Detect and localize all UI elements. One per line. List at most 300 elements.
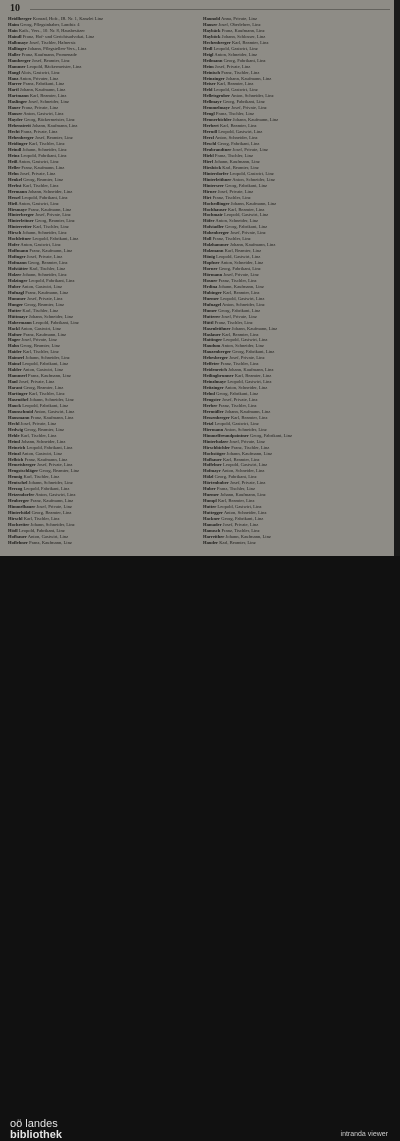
- entry-surname: Hrdina: [203, 283, 218, 289]
- left-column: [8, 16, 194, 550]
- entry-details: Leopold, Gastwirt, Linz: [220, 295, 265, 301]
- entry-surname: Heffeter: [203, 361, 220, 367]
- entry-details: Johann, Schneider, Linz: [28, 188, 73, 194]
- entry-surname: Hoffmann: [8, 248, 29, 254]
- entry-surname: Hauser: [203, 21, 218, 27]
- entry-details: Anna, Private, Linz: [221, 16, 257, 21]
- entry-surname: Hayder: [8, 117, 23, 123]
- entry-surname: Hufnagl: [8, 289, 25, 295]
- entry-details: Georg, Beamter, Linz: [39, 468, 80, 474]
- entry-surname: Haunold: [203, 16, 221, 21]
- entry-details: Anton, Schneider, Linz: [224, 426, 267, 432]
- entry-details: Karl, Beamter, Linz: [230, 414, 268, 420]
- entry-surname: Hinterhölzl: [8, 510, 31, 516]
- entry-details: Josef, Private, Linz: [230, 230, 266, 236]
- entry-details: Josef, Private, Linz: [36, 462, 73, 468]
- entry-details: Anton, Gastwirt, Linz: [18, 158, 59, 164]
- entry-details: Franz, Kaufmann, Promenade: [21, 51, 77, 57]
- entry-details: Leopold, Gastwirt, Linz: [227, 379, 272, 385]
- entry-details: Franz, Kaufmann, Linz: [30, 498, 74, 504]
- entry-surname: Heitzinger: [203, 385, 224, 391]
- entry-details: Anton, Gastwirt, Linz: [27, 533, 69, 539]
- entry-details: Leopold, Fabrikant, Linz: [22, 361, 69, 367]
- entry-details: Anton, Gastwirt, Linz: [22, 367, 64, 373]
- entry-details: Karl, Beamter, Linz: [29, 93, 67, 99]
- entry-surname: Heuberger: [8, 498, 30, 504]
- entry-surname: Haimerl: [8, 355, 25, 361]
- entry-surname: Helletsgruber: [203, 93, 231, 99]
- entry-details: Leopold, Gastwirt, Linz: [213, 87, 258, 93]
- entry-surname: Hechenberger: [203, 39, 231, 45]
- entry-surname: Hochstöger: [203, 450, 226, 456]
- entry-details: Anton, Gastwirt, Linz: [33, 408, 75, 414]
- entry-details: Josef, Private, Linz: [222, 397, 258, 402]
- entry-details: Johann, Schneider, Linz: [25, 355, 70, 361]
- entry-details: Konrad, Hofr., IB. Nr. 1, Kanzlei Linz: [32, 16, 104, 21]
- entry-surname: Humer: [203, 307, 218, 313]
- entry-details: Franz, Tischler, Linz: [221, 527, 260, 533]
- entry-surname: Hüttl: [203, 319, 214, 325]
- entry-details: Franz, Tischler, Linz: [212, 194, 251, 200]
- entry-surname: Hirt: [203, 194, 212, 200]
- entry-surname: Hengster: [203, 397, 221, 402]
- entry-surname: Himmelbauer: [8, 504, 36, 510]
- entry-surname: Hengstschläger: [8, 468, 39, 474]
- entry-details: Johann, Kaufmann, Linz: [218, 283, 264, 289]
- entry-details: Leopold, Fabrikant, Linz: [23, 486, 70, 492]
- entry-details: Josef, Private, Linz: [223, 271, 259, 277]
- entry-surname: Hausmann: [8, 414, 30, 420]
- entry-surname: Hauzenberger: [203, 349, 232, 355]
- entry-details: Johann, Schlosser, Linz: [221, 33, 266, 39]
- entry-details: Franz, Kaufmann, Linz: [29, 539, 72, 545]
- entry-details: Johann, Kaufmann, Linz: [19, 87, 66, 93]
- entry-details: Karl, Beamter, Linz: [231, 39, 269, 45]
- directory-entry: [8, 540, 194, 546]
- entry-details: Josef, Private, Linz: [229, 438, 265, 444]
- entry-details: Franz, Kaufmann, Linz: [221, 27, 265, 33]
- entry-surname: Harrer: [8, 81, 22, 87]
- entry-surname: Hofstadler: [203, 224, 224, 230]
- entry-details: Josef, Private, Linz: [231, 105, 267, 111]
- entry-surname: Hörmann: [203, 271, 223, 277]
- right-column: [203, 16, 389, 550]
- entry-details: Leopold, Bäckermeister, Linz: [26, 63, 82, 69]
- entry-surname: Heilingbrunner: [203, 373, 234, 379]
- entry-surname: Hermüller: [203, 408, 224, 414]
- entry-details: Leopold, Gastwirt, Linz: [218, 129, 263, 135]
- page-edge-shadow: [394, 0, 400, 556]
- entry-details: Karl, Tischler, Linz: [29, 266, 66, 272]
- entry-details: Karl, Beamter, Linz: [224, 248, 262, 254]
- entry-surname: Hochedlinger: [203, 200, 230, 206]
- entry-details: Franz, Tischler, Linz: [216, 486, 256, 492]
- entry-details: Karl, Tischler, Linz: [33, 224, 69, 230]
- entry-details: Karl, Tischler, Linz: [20, 432, 57, 438]
- entry-surname: Helbich: [8, 456, 24, 462]
- entry-surname: Hummer: [8, 295, 26, 301]
- entry-surname: Hofbauer: [8, 533, 27, 539]
- entry-surname: Hedl: [203, 45, 213, 51]
- entry-surname: Hirsch: [8, 230, 22, 236]
- entry-details: Franz, Tischler, Linz: [231, 444, 270, 450]
- entry-surname: Hainzl: [8, 361, 22, 367]
- entry-surname: Hirner: [203, 188, 217, 194]
- entry-surname: Hengl: [203, 111, 215, 117]
- entry-details: Josef, Private, Linz: [19, 170, 56, 176]
- header-rule: [30, 9, 390, 10]
- entry-details: Karl, Tischler, Linz: [22, 182, 59, 188]
- entry-surname: Hennig: [8, 474, 23, 480]
- entry-details: Franz, Private, Linz: [20, 129, 58, 135]
- entry-details: Georg, Fabrikant, Linz: [232, 349, 275, 355]
- entry-surname: Hofmayr: [203, 468, 221, 474]
- entry-details: Georg, Fabrikant, Linz: [223, 57, 266, 63]
- entry-details: Georg, Beamter, Linz: [34, 218, 75, 224]
- entry-surname: Halder: [8, 367, 22, 373]
- entry-details: Josef, Private, Linz: [232, 146, 268, 152]
- entry-surname: Hafner: [8, 331, 23, 337]
- entry-details: Josef, Private, Linz: [221, 313, 257, 319]
- entry-surname: Heinzlmayr: [203, 379, 227, 385]
- entry-surname: Hiesböck: [203, 164, 222, 170]
- entry-details: Josef, Private, Linz: [18, 379, 55, 385]
- entry-surname: Hinterreiter: [8, 224, 32, 230]
- entry-surname: Huber: [203, 486, 216, 492]
- entry-surname: Hauder: [203, 539, 219, 545]
- entry-surname: Hofmann: [8, 260, 27, 266]
- entry-details: Kath., Vers., 10. Nr. 8, Hausbesitzer: [18, 27, 85, 33]
- entry-surname: Hechl: [8, 420, 20, 426]
- entry-details: Leopold, Gastwirt, Linz: [224, 212, 269, 218]
- scanned-page: [0, 0, 400, 556]
- entry-surname: Humpl: [203, 498, 217, 504]
- entry-details: Georg, Fabrikant, Linz: [222, 99, 265, 105]
- entry-surname: Hieß: [8, 200, 18, 206]
- entry-surname: Haslinger: [8, 99, 28, 105]
- entry-details: Johann, Pflegstellen-Vers., Linz: [27, 45, 87, 51]
- entry-surname: Hartinger: [8, 391, 28, 397]
- entry-details: Georg, Fabrikant, Linz: [250, 432, 293, 438]
- entry-details: Karl, Beamter, Linz: [222, 164, 259, 170]
- entry-details: Leopold, Fabrikant, Linz: [22, 402, 69, 408]
- entry-surname: Heidenreich: [203, 367, 227, 373]
- entry-surname: Hehenberger: [8, 135, 34, 141]
- entry-details: Franz, Tischler, Linz: [214, 319, 253, 325]
- entry-surname: Haslauer: [203, 331, 221, 337]
- entry-details: Karl, Beamter, Linz: [222, 331, 259, 337]
- entry-details: Anton, Schneider, Linz: [214, 135, 258, 141]
- entry-surname: Hermann: [8, 188, 27, 194]
- entry-details: Anton, Schneider, Linz: [221, 468, 265, 474]
- entry-details: Karl, Beamter, Linz: [234, 373, 272, 379]
- entry-surname: Hartl: [8, 87, 19, 93]
- entry-details: Leopold, Fabrikant, Linz: [32, 236, 79, 242]
- entry-details: Georg, Beamter, Linz: [20, 343, 60, 349]
- entry-details: Franz, Kaufmann, Linz: [24, 456, 68, 462]
- entry-surname: Hunger: [8, 301, 24, 307]
- entry-details: Leopold, Fabrikant, Linz: [21, 194, 68, 200]
- entry-surname: Hiesmayr: [8, 206, 28, 212]
- entry-details: Karl, Tischler, Linz: [22, 349, 59, 355]
- entry-surname: Heiser: [203, 81, 216, 87]
- entry-details: Franz, Kaufmann, Linz: [23, 331, 67, 337]
- entry-surname: Huttegger: [203, 510, 223, 516]
- entry-surname: Held: [203, 87, 213, 93]
- entry-surname: Hehle: [8, 432, 20, 438]
- entry-surname: Hönig: [203, 254, 215, 260]
- entry-surname: Herbst: [8, 182, 22, 188]
- entry-surname: Hörtenhuber: [203, 480, 229, 486]
- entry-details: Franz, Kaufmann, Linz: [28, 373, 71, 379]
- entry-details: Johann, Kaufmann, Linz: [229, 242, 276, 248]
- entry-surname: Huemer: [203, 295, 220, 301]
- entry-details: Franz, Kaufmann, Linz: [29, 248, 73, 254]
- entry-details: Franz, Tischler, Linz: [221, 69, 260, 75]
- entry-surname: Hoffelner: [203, 462, 222, 468]
- entry-surname: Herzog: [8, 486, 23, 492]
- entry-surname: Horner: [203, 266, 218, 272]
- entry-details: Johann, Kaufmann, Linz: [214, 158, 260, 164]
- entry-surname: Harant: [8, 385, 23, 391]
- entry-surname: Hanz: [8, 75, 19, 81]
- entry-surname: Haudum: [203, 343, 221, 349]
- entry-details: Franz, Tischler, Linz: [220, 361, 259, 367]
- entry-details: Josef, Private, Linz: [36, 504, 72, 510]
- entry-surname: Hahn: [8, 343, 19, 349]
- entry-details: Georg, Beamter, Linz: [31, 510, 72, 516]
- entry-details: Leopold, Fabrikant, Linz: [18, 527, 65, 533]
- entry-details: Anton, Schneider, Linz: [224, 385, 268, 391]
- entry-surname: Hinterleitner: [8, 218, 34, 224]
- entry-surname: Heller: [8, 164, 21, 170]
- entry-surname: Holzinger: [8, 277, 28, 283]
- entry-details: Anton, Schneider, Linz: [222, 301, 265, 307]
- entry-details: Johann, Schneider, Linz: [22, 230, 67, 236]
- entry-surname: Herbert: [203, 123, 219, 129]
- entry-surname: Haim: [8, 21, 19, 27]
- entry-surname: Holzmann: [203, 248, 224, 254]
- entry-surname: Hemetsberger: [8, 462, 36, 468]
- entry-details: Josef, Beamter, Linz: [34, 135, 73, 141]
- entry-details: Leopold, Gastwirt, Linz: [217, 504, 262, 510]
- entry-surname: Hanusch: [203, 527, 221, 533]
- entry-surname: Habermann: [8, 319, 32, 325]
- entry-surname: Hinterholzer: [203, 438, 229, 444]
- entry-details: Franz, Private, Linz: [21, 105, 59, 111]
- entry-details: Josef, Private, Linz: [229, 355, 265, 361]
- entry-surname: Heinisch: [203, 69, 221, 75]
- entry-surname: Hosner: [203, 277, 218, 283]
- entry-surname: Hallinger: [8, 45, 27, 51]
- entry-surname: Hauer: [8, 105, 21, 111]
- entry-details: Franz, Tischler, Linz: [212, 236, 251, 242]
- entry-details: Johann, Schneider, Linz: [22, 271, 67, 277]
- entry-surname: Haller: [8, 51, 21, 57]
- entry-details: Georg, Fabrikant, Linz: [218, 307, 261, 313]
- entry-surname: Heindl: [8, 146, 22, 152]
- entry-details: Johann, Kaufmann, Linz: [232, 117, 279, 123]
- entry-surname: Hochreiter: [8, 522, 30, 528]
- entry-surname: Hain: [8, 27, 18, 33]
- entry-surname: Hetzendorfer: [8, 492, 35, 498]
- entry-details: Johann, Schneider, Linz: [22, 146, 67, 152]
- entry-surname: Heim: [203, 63, 214, 69]
- entry-details: Anton, Schneider, Linz: [220, 260, 264, 266]
- entry-details: Leopold, Fabrikant, Linz: [20, 152, 67, 158]
- entry-surname: Heidinger: [8, 141, 28, 147]
- entry-surname: Helml: [203, 391, 215, 397]
- entry-surname: Hinterberger: [8, 212, 35, 218]
- entry-details: Josef, Private, Linz: [26, 254, 63, 260]
- entry-surname: Hirschl: [8, 516, 23, 522]
- entry-details: Johann, Schneider, Linz: [28, 480, 73, 486]
- entry-surname: Hentschel: [8, 480, 28, 486]
- entry-surname: Heinzl: [8, 450, 21, 456]
- logo-line-2: bibliothek: [10, 1129, 62, 1141]
- entry-surname: Heilmann: [203, 57, 223, 63]
- entry-details: Karl, Beamter, Linz: [217, 498, 255, 504]
- entry-details: Josef, Schneider, Linz: [28, 99, 69, 105]
- entry-details: Franz, Hof- und Gerichtsadvokat, Linz: [22, 33, 95, 39]
- entry-surname: Haunschmid: [8, 408, 34, 414]
- entry-details: Georg, Beamter, Linz: [27, 260, 68, 266]
- entry-details: Karl, Tischler, Linz: [23, 516, 60, 522]
- entry-details: Alois, Gastwirt, Linz: [20, 69, 60, 75]
- entry-details: Franz, Kaufmann, Linz: [21, 164, 65, 170]
- entry-surname: Hasenleithner: [203, 325, 231, 331]
- entry-details: Anton, Schneider, Linz: [223, 510, 267, 516]
- entry-surname: Hufnagel: [203, 301, 222, 307]
- entry-details: Leopold, Gastwirt, Linz: [214, 420, 259, 426]
- viewer-label[interactable]: intranda viewer: [340, 1131, 388, 1138]
- entry-details: Anton, Gastwirt, Linz: [21, 283, 62, 289]
- entry-details: Leopold, Fabrikant, Linz: [28, 277, 75, 283]
- entry-details: Johann, Kaufmann, Linz: [220, 492, 266, 498]
- entry-details: Johann, Schneider, Linz: [30, 522, 75, 528]
- entry-surname: Hinterseer: [203, 182, 224, 188]
- entry-surname: Hauser: [8, 111, 23, 117]
- entry-surname: Hiermann: [203, 426, 224, 432]
- entry-details: Karl, Beamter, Linz: [219, 539, 256, 545]
- entry-details: Franz, Fabrikant, Linz: [23, 81, 65, 87]
- entry-surname: Hangl: [8, 69, 20, 75]
- entry-surname: Herzl: [203, 135, 214, 141]
- entry-surname: Hutterer: [203, 313, 221, 319]
- entry-details: Georg, Beamter, Linz: [24, 301, 65, 307]
- entry-surname: Hessenberger: [203, 414, 230, 420]
- entry-surname: Hattinger: [203, 337, 223, 343]
- entry-details: Anton, Privater, Linz: [19, 75, 59, 81]
- entry-surname: Hackl: [8, 325, 20, 331]
- entry-details: Georg, Fabrikant, Linz: [221, 516, 264, 522]
- entry-surname: Henkel: [8, 176, 23, 182]
- entry-details: Josef, Private, Linz: [27, 295, 63, 301]
- entry-details: Franz, Tischler, Linz: [218, 277, 257, 283]
- entry-details: Johann, Kaufmann, Linz: [226, 450, 273, 456]
- entry-details: Leopold, Gastwirt, Linz: [229, 170, 274, 176]
- entry-details: Anton, Gastwirt, Linz: [21, 450, 62, 456]
- entry-surname: Haybäck: [203, 27, 221, 33]
- entry-details: Georg, Beamter, Linz: [23, 176, 63, 182]
- entry-details: Karl, Tischler, Linz: [28, 391, 65, 397]
- entry-surname: Heschl: [203, 141, 217, 147]
- entry-surname: Hödl: [8, 527, 18, 533]
- entry-surname: Heiml: [8, 438, 20, 444]
- entry-details: Franz, Kaufmann, Linz: [28, 206, 72, 212]
- entry-details: Leopold, Gastwirt, Linz: [223, 337, 268, 343]
- entry-surname: Hetzl: [203, 420, 214, 426]
- entry-details: Georg, Fabrikant, Linz: [214, 474, 257, 480]
- entry-surname: Hamberger: [8, 57, 31, 63]
- entry-details: Georg, Beamter, Linz: [24, 426, 65, 432]
- entry-surname: Hayböck: [203, 33, 221, 39]
- entry-details: Anton, Schneider, Linz: [230, 93, 274, 99]
- entry-surname: Hackner: [203, 516, 221, 522]
- entry-surname: Hoflehner: [8, 539, 28, 545]
- entry-details: Johann, Schneider, Linz: [21, 438, 66, 444]
- entry-surname: Hierl: [203, 158, 214, 164]
- entry-surname: Hinterdorfer: [203, 170, 229, 176]
- entry-details: Karl, Tischler, Linz: [23, 474, 60, 480]
- entry-details: Anton, Schneider, Linz: [221, 343, 264, 349]
- entry-details: Anton, Schneider, Linz: [232, 176, 275, 182]
- entry-details: Johann, Kaufmann, Linz: [224, 408, 271, 414]
- entry-details: Josef, Tischler, Hafnerstr.: [29, 39, 77, 45]
- entry-details: Georg, Pflegsinhaber, Landstr. 4: [20, 21, 80, 27]
- entry-details: Josef, Private, Linz: [229, 480, 266, 486]
- entry-details: Karl, Beamter, Linz: [223, 289, 260, 295]
- entry-details: Karl, Beamter, Linz: [216, 81, 254, 87]
- entry-surname: Haindl: [8, 33, 22, 39]
- entry-details: Johann, Kaufmann, Linz: [228, 367, 274, 373]
- entry-details: Franz, Tischler, Linz: [214, 152, 253, 158]
- entry-details: Anton, Gastwirt, Linz: [20, 242, 61, 248]
- entry-details: Josef, Oberlehrer, Linz: [218, 21, 261, 27]
- entry-surname: Himmelfreundpointner: [203, 432, 249, 438]
- entry-surname: Hager: [8, 337, 21, 343]
- entry-surname: Hedwig: [8, 426, 24, 432]
- entry-details: Johann, Schneider, Linz: [29, 397, 74, 402]
- entry-details: Franz, Tischler, Linz: [218, 402, 257, 408]
- entry-details: Karl, Beamter, Linz: [227, 206, 265, 212]
- entry-details: Leopold, Gastwirt, Linz: [216, 254, 261, 260]
- entry-details: Johann, Kaufmann, Linz: [225, 75, 272, 81]
- entry-surname: Helm: [8, 170, 19, 176]
- entry-surname: Hemmelmayr: [203, 105, 231, 111]
- page-number: 10: [10, 3, 20, 14]
- entry-surname: Hecht: [8, 129, 20, 135]
- entry-surname: Haider: [8, 349, 22, 355]
- entry-details: Johann, Kaufmann, Linz: [231, 325, 278, 331]
- entry-surname: Hartmann: [8, 93, 29, 99]
- library-logo[interactable]: [10, 1119, 62, 1141]
- entry-surname: Hofinger: [8, 254, 26, 260]
- entry-details: Josef, Private, Linz: [21, 337, 57, 343]
- entry-surname: Hiebl: [203, 152, 214, 158]
- entry-details: Franz, Kaufmann, Linz: [30, 414, 74, 420]
- entry-details: Johann, Kaufmann, Linz: [32, 123, 78, 129]
- entry-surname: Heidlberger: [8, 16, 32, 21]
- entry-details: Anton, Gastwirt, Linz: [18, 200, 59, 206]
- entry-details: Georg, Beamter, Linz: [23, 385, 64, 391]
- logo-line-1: oö landes: [10, 1118, 58, 1130]
- entry-details: Johann, Kaufmann, Linz: [225, 533, 271, 539]
- viewer-footer: [0, 556, 400, 1141]
- entry-surname: Heinrich: [8, 444, 26, 450]
- entry-surname: Höfer: [203, 218, 215, 224]
- entry-surname: Hubinger: [203, 289, 222, 295]
